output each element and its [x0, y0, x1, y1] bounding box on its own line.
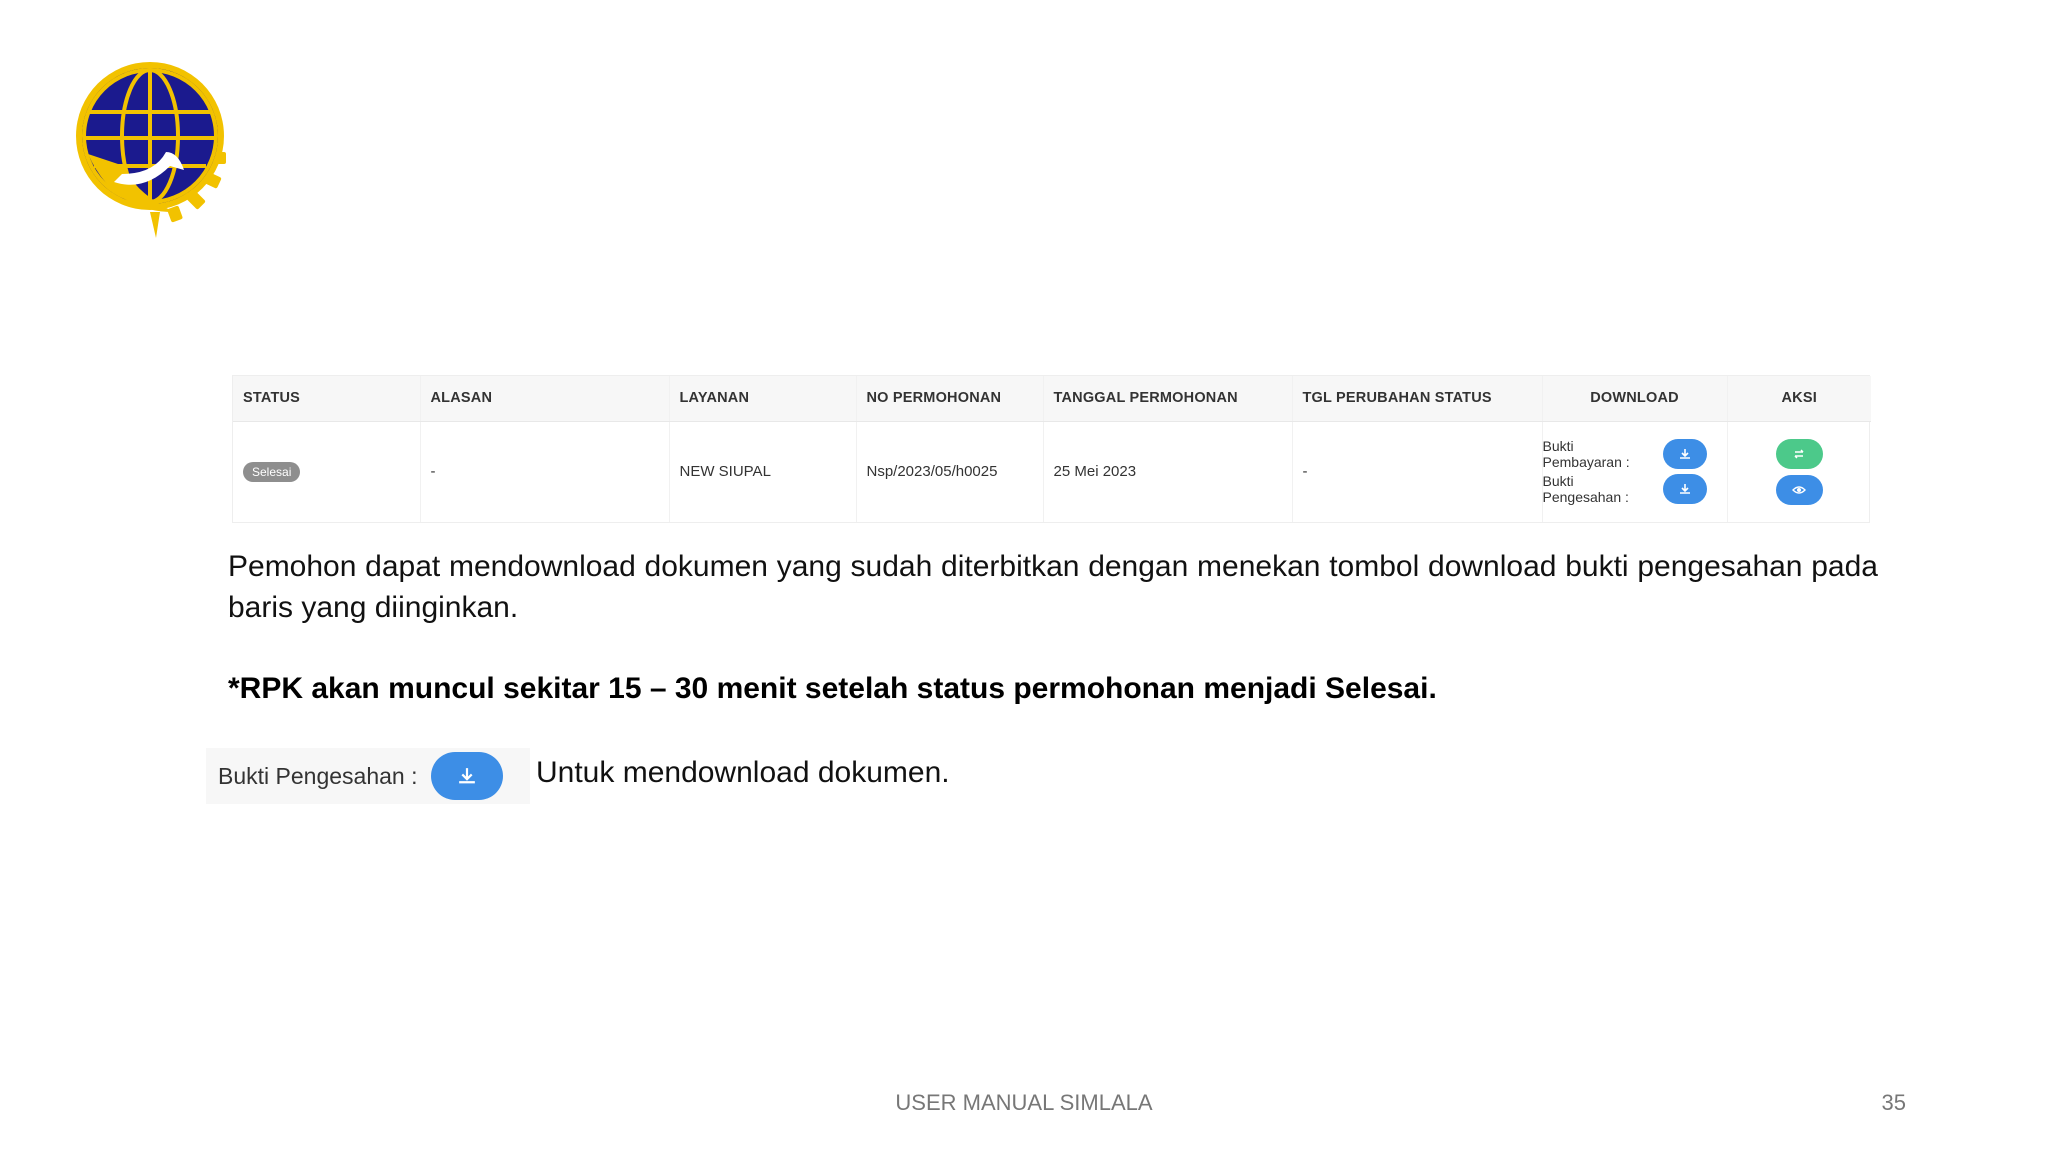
cell-no-permohonan: Nsp/2023/05/h0025	[856, 421, 1043, 522]
header-aksi: AKSI	[1727, 376, 1871, 421]
header-tgl-perubahan-status: TGL PERUBAHAN STATUS	[1292, 376, 1542, 421]
cell-layanan: NEW SIUPAL	[669, 421, 856, 522]
download-pengesahan-row	[1543, 472, 1727, 507]
globe-bird-logo-icon	[74, 62, 230, 238]
table-header-row	[233, 376, 1871, 421]
bukti-pengesahan-sample	[206, 748, 530, 804]
cell-aksi	[1727, 421, 1871, 522]
ministry-logo	[74, 62, 230, 238]
header-tanggal-permohonan: TANGGAL PERMOHONAN	[1043, 376, 1292, 421]
eye-icon	[1792, 483, 1806, 497]
cell-tgl-perubahan-status: -	[1292, 421, 1542, 522]
download-pembayaran-row	[1543, 437, 1727, 472]
page-number: 35	[1881, 1090, 1906, 1115]
header-layanan: LAYANAN	[669, 376, 856, 421]
download-icon	[1678, 447, 1692, 461]
rpk-note: *RPK akan muncul sekitar 15 – 30 menit setelah status permohonan menjadi Selesai.	[228, 672, 1437, 705]
permohonan-table-screenshot	[232, 375, 1870, 523]
permohonan-table	[233, 376, 1871, 522]
download-pengesahan-label: Bukti Pengesahan :	[1542, 473, 1629, 506]
cell-tanggal-permohonan: 25 Mei 2023	[1043, 421, 1292, 522]
instruction-paragraph: Pemohon dapat mendownload dokumen yang sudah diterbitkan dengan menekan tombol download bukti pengesahan pada baris yang diinginkan.	[228, 550, 1878, 624]
download-pembayaran-button[interactable]	[1663, 439, 1706, 469]
change-status-button[interactable]	[1776, 439, 1823, 469]
footer-title: USER MANUAL SIMLALA	[895, 1090, 1153, 1115]
download-pengesahan-button[interactable]	[1663, 474, 1707, 504]
sample-download-button[interactable]	[431, 752, 503, 800]
sample-description: Untuk mendownload dokumen.	[536, 756, 950, 789]
header-no-permohonan: NO PERMOHONAN	[856, 376, 1043, 421]
aksi-buttons	[1728, 439, 1872, 505]
cell-status	[233, 421, 420, 522]
status-badge: Selesai	[243, 462, 300, 482]
table-row	[233, 421, 1871, 522]
cell-alasan: -	[420, 421, 669, 522]
header-download: DOWNLOAD	[1542, 376, 1727, 421]
swap-arrows-icon	[1792, 447, 1806, 461]
view-detail-button[interactable]	[1776, 475, 1823, 505]
download-icon	[1678, 482, 1692, 496]
download-icon	[456, 765, 478, 787]
header-status: STATUS	[233, 376, 420, 421]
cell-download	[1542, 421, 1727, 522]
download-pembayaran-label: Bukti Pembayaran :	[1542, 438, 1630, 471]
header-alasan: ALASAN	[420, 376, 669, 421]
sample-label: Bukti Pengesahan :	[218, 762, 418, 789]
